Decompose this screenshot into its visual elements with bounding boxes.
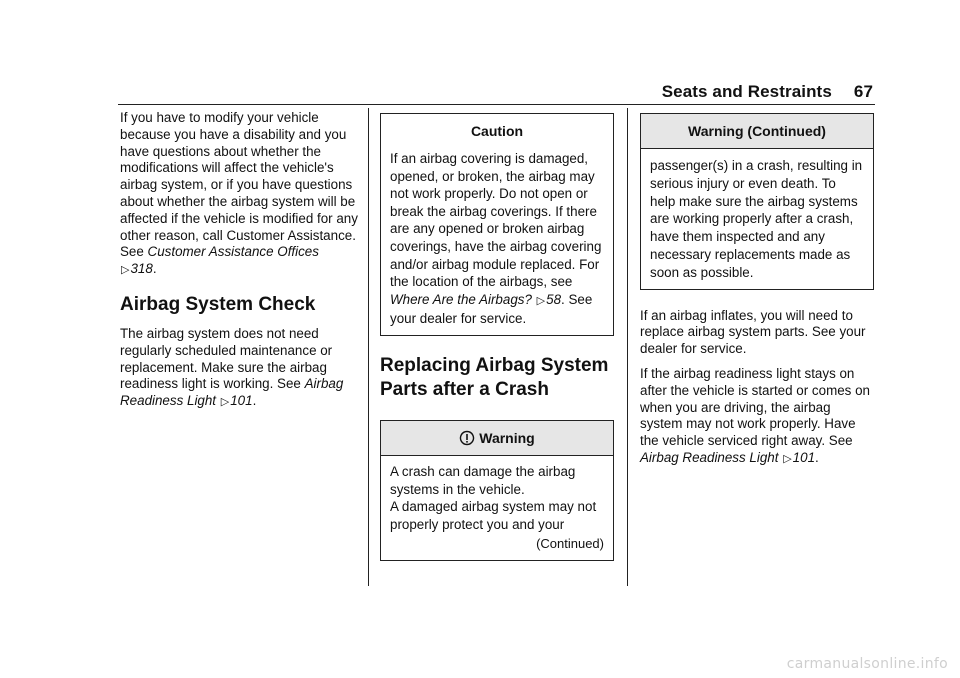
paragraph-readiness-light <box>640 366 874 468</box>
column-2 <box>380 113 614 561</box>
link-where-are-airbags[interactable]: Where Are the Airbags? <box>390 291 532 307</box>
header-rule <box>118 104 875 105</box>
warning-continued-title: Warning (Continued) <box>641 114 873 149</box>
caution-box <box>380 113 614 336</box>
period: . <box>815 449 819 465</box>
paragraph-text: If the airbag readiness light stays on after the vehicle is started or comes on when you are driving, the airbag system may not work properly. Have the vehicle serviced right away. See <box>640 365 870 449</box>
section-title: Seats and Restraints <box>661 82 832 101</box>
period: . <box>152 261 157 277</box>
caution-body <box>381 148 613 335</box>
ref-arrow-icon: ▷ <box>220 396 230 409</box>
paragraph-system-check <box>120 326 360 411</box>
page-ref-318[interactable]: 318 <box>130 261 153 277</box>
caution-title: Caution <box>381 114 613 148</box>
column-divider-1 <box>368 108 369 586</box>
paragraph-airbag-inflates: If an airbag inflates, you will need to replace airbag system parts. See your dealer for service. <box>640 307 866 357</box>
column-1 <box>120 110 360 419</box>
warning-icon <box>459 430 475 446</box>
page-ref-101[interactable]: 101 <box>230 393 253 409</box>
paragraph-modify <box>120 110 360 279</box>
page-header <box>662 82 873 102</box>
warning-paragraph-1: A crash can damage the airbag systems in the vehicle. <box>390 463 576 497</box>
page-ref-58[interactable]: 58 <box>546 291 562 307</box>
column-3 <box>640 113 874 476</box>
warning-continued-body <box>641 149 873 289</box>
warning-box <box>380 420 614 561</box>
paragraph-text: The airbag system does not need regularly scheduled maintenance or replacement. Make sure the airbag readiness light is working. See <box>120 325 333 392</box>
column-divider-2 <box>627 108 628 586</box>
warning-continued-box <box>640 113 874 290</box>
warning-paragraph-2: A damaged airbag system may not properly protect you and your <box>390 499 597 532</box>
warning-continued-text: passenger(s) in a crash, resulting in serious injury or even death. To help make sure the airbag systems are working properly after a crash, have them inspected and any necessary replacements made as soon as possible. <box>650 158 863 280</box>
page-ref-101[interactable]: 101 <box>792 449 816 465</box>
ref-arrow-icon: ▷ <box>121 264 130 277</box>
link-airbag-readiness-light[interactable]: Airbag Readiness Light <box>640 449 779 465</box>
link-airbag-readiness-light[interactable]: Airbag Readiness Light <box>120 376 344 409</box>
warning-body <box>381 456 613 560</box>
link-customer-assistance[interactable]: Customer Assistance Offices <box>147 244 319 260</box>
caution-text: If an airbag covering is damaged, opened, or broken, the airbag may not work properly. Do not open or break the airbag coverings. If there are any opened or broken airbag coverings, have the airbag covering and/or airbag module replaced. For the location of the airbags, see <box>390 151 602 290</box>
period: . <box>252 393 257 409</box>
heading-replacing-parts: Replacing Airbag System Parts after a Crash <box>380 354 609 400</box>
page-number: 67 <box>853 82 873 101</box>
ref-arrow-icon: ▷ <box>783 452 792 465</box>
warning-title: Warning <box>479 429 535 446</box>
warning-header <box>381 421 613 456</box>
watermark: carmanualsonline.info <box>786 656 948 672</box>
ref-arrow-icon: ▷ <box>536 294 546 307</box>
paragraph-text: If you have to modify your vehicle because you have a disability and you have questions about whether the modifications will affect the vehicle's airbag system, or if you have questions about whether the airbag system will be affected if the vehicle is modified for any other reason, call Customer Assistance. See <box>120 110 358 260</box>
caution-tail: . See your dealer for service. <box>390 291 593 327</box>
heading-airbag-system-check: Airbag System Check <box>120 293 316 315</box>
continued-note: (Continued) <box>536 536 604 552</box>
